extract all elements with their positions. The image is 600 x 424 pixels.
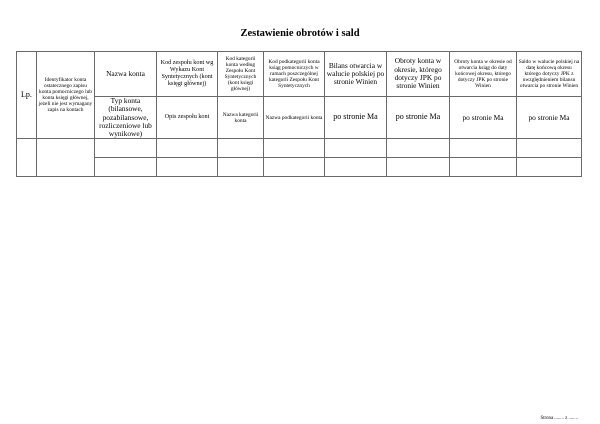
header-lp: Lp. bbox=[17, 52, 37, 139]
header-account-type: Typ konta (bilansowe, pozabilansowe, rozliczeniowe lub wynikowe) bbox=[95, 97, 157, 139]
table-cell[interactable] bbox=[157, 158, 218, 177]
table-cell[interactable] bbox=[450, 139, 517, 158]
page-number-footer: Strona ........ z ........ bbox=[540, 416, 578, 421]
header-category-name: Nazwa kategorii konta bbox=[218, 97, 264, 139]
header-opening-balance-credit: po stronie Ma bbox=[325, 97, 387, 139]
header-closing-balance-debit: Saldo w walucie polskiej na datę końcową okresu którego dotyczy JPK z uwzględnieniem bilansu otwarcia po stronie Winien bbox=[517, 52, 582, 97]
table-cell[interactable] bbox=[218, 158, 264, 177]
table-row bbox=[17, 158, 582, 177]
header-category-code: Kod kategorii konta według Zespołu Kont Syntetycznych (kont księgi głównej) bbox=[218, 52, 264, 97]
table-cell[interactable] bbox=[387, 139, 450, 158]
table-cell[interactable] bbox=[95, 139, 157, 158]
header-closing-balance-credit: po stronie Ma bbox=[517, 97, 582, 139]
header-period-turnover-debit: Obroty konta w okresie, którego dotyczy JPK po stronie Winien bbox=[387, 52, 450, 97]
table-cell[interactable] bbox=[17, 139, 37, 177]
table-cell[interactable] bbox=[218, 139, 264, 158]
turnover-balance-table bbox=[16, 51, 582, 177]
header-cumulative-turnover-credit: po stronie Ma bbox=[450, 97, 517, 139]
table-row bbox=[17, 139, 582, 158]
table-cell[interactable] bbox=[517, 158, 582, 177]
table-cell[interactable] bbox=[325, 139, 387, 158]
header-account-group-description: Opis zespołu kont bbox=[157, 97, 218, 139]
header-cumulative-turnover-debit: Obroty konta w okresie od otwarcia ksiąg do daty końcowej okresu, którego dotyczy JPK po stronie Winien bbox=[450, 52, 517, 97]
table-cell[interactable] bbox=[264, 158, 325, 177]
header-subcategory-name: Nazwa podkategorii konta bbox=[264, 97, 325, 139]
table-cell[interactable] bbox=[95, 158, 157, 177]
header-account-group-code: Kod zespołu kont wg Wykazu Kont Syntetycznych (kont księgi głównej) bbox=[157, 52, 218, 97]
table-cell[interactable] bbox=[387, 158, 450, 177]
header-opening-balance-debit: Bilans otwarcia w walucie polskiej po stronie Winien bbox=[325, 52, 387, 97]
header-account-name bbox=[95, 52, 157, 97]
table-cell[interactable] bbox=[517, 139, 582, 158]
header-account-name-label: Nazwa konta bbox=[106, 68, 145, 78]
table-cell[interactable] bbox=[264, 139, 325, 158]
header-period-turnover-credit: po stronie Ma bbox=[387, 97, 450, 139]
table-cell[interactable] bbox=[325, 158, 387, 177]
table-cell[interactable] bbox=[37, 139, 95, 177]
document-title: Zestawienie obrotów i sald bbox=[240, 28, 360, 39]
header-subcategory-code: Kod podkategorii konta ksiąg pomocniczych w ramach poszczególnej kategorii Zespołu Kont Syntetycznych bbox=[264, 52, 325, 97]
table-cell[interactable] bbox=[450, 158, 517, 177]
table-cell[interactable] bbox=[157, 139, 218, 158]
header-account-identifier: Identyfikator konta ostatecznego zapisu konta pomocniczego lub konta księgi głównej, jeżeli nie jest wymagany zapis na kontach bbox=[37, 52, 95, 139]
